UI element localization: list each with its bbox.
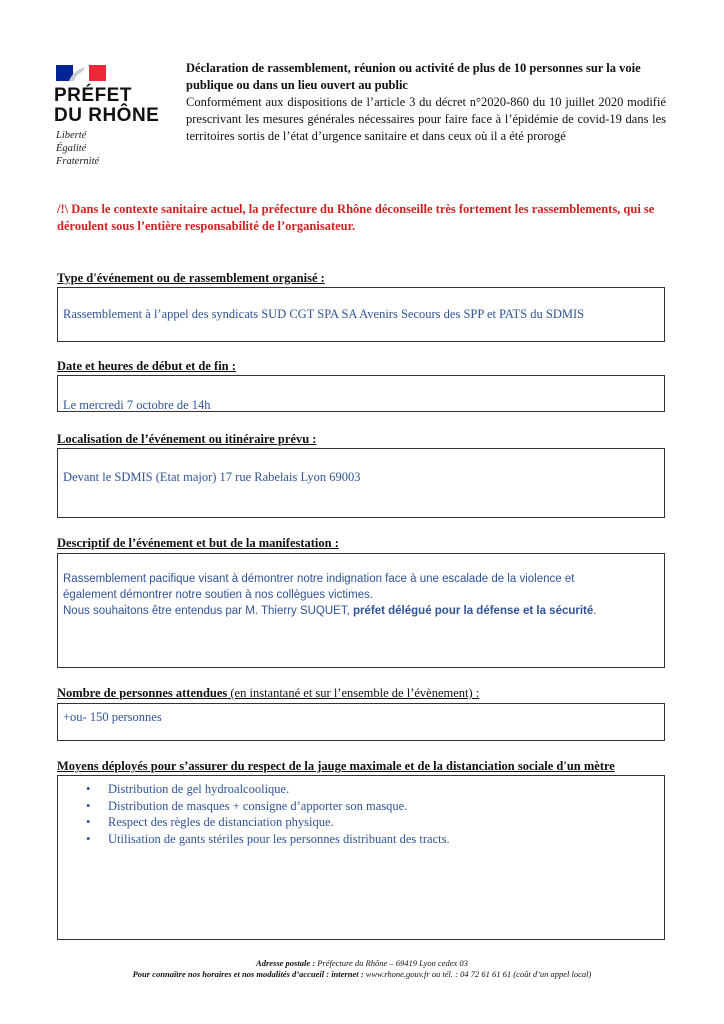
date-value: Le mercredi 7 octobre de 14h [63,398,211,412]
footer-contact [0,969,724,980]
means-list [86,781,450,847]
date-field[interactable] [57,375,665,412]
date-label: Date et heures de début et de fin : [57,359,236,373]
motto-egalite: Égalité [56,143,87,154]
declaration-description: Conformément aux dispositions de l’article 3 du décret n°2020-860 du 10 juillet 2020 modifié prescrivant les mesures générales nécessaires pour faire face à l’épidémie de covid-19 dans les territoires sortis de l’état d’urgence sanitaire et dans ceux où il a été prorogé [186,95,666,143]
means-item-gloves: • Utilisation de gants stériles pour les personnes distribuant des tracts. [86,831,450,848]
description-line-1: Rassemblement pacifique visant à démontrer notre indignation face à une escalade de la violence et [63,573,575,585]
logo-text-du-rhone: DU RHÔNE [54,105,160,126]
description-line-3-end: . [593,605,597,617]
means-label: Moyens déployés pour s’assurer du respect de la jauge maximale et de la distanciation sociale d'un mètre [57,759,615,773]
means-item-gel: • Distribution de gel hydroalcoolique. [86,781,450,798]
location-label: Localisation de l’événement ou itinéraire prévu : [57,432,317,446]
attendees-field[interactable] [57,703,665,741]
motto-fraternite: Fraternité [56,156,100,167]
location-field[interactable] [57,448,665,518]
footer-postal-label: Adresse postale : [256,958,316,968]
marianne-flag-icon [56,63,106,83]
footer-contact-text: www.rhone.gouv.fr ou tél. : 04 72 61 61 61 (coût d’un appel local) [363,969,592,979]
means-item-masks: • Distribution de masques + consigne d’apporter son masque. [86,798,450,815]
description-label: Descriptif de l’événement et but de la manifestation : [57,536,339,550]
description-field[interactable] [57,553,665,668]
description-line-3 [63,603,597,619]
means-item-distancing: • Respect des règles de distanciation physique. [86,814,450,831]
declaration-title: Déclaration de rassemblement, réunion ou activité de plus de 10 personnes sur la voie publique ou dans un lieu ouvert au public [186,61,641,92]
means-field[interactable] [57,775,665,940]
attendees-label-bold: Nombre de personnes attendues [57,686,228,700]
footer-contact-label: Pour connaître nos horaires et nos modalités d’accueil : internet : [132,969,364,979]
location-value: Devant le SDMIS (Etat major) 17 rue Rabelais Lyon 69003 [63,470,361,484]
attendees-value: +ou- 150 personnes [63,710,162,724]
type-value: Rassemblement à l’appel des syndicats SUD CGT SPA SA Avenirs Secours des SPP et PATS du SDMIS [63,307,585,321]
attendees-label-suffix: (en instantané et sur l’ensemble de l’évènement) : [227,686,480,700]
attendees-label [57,686,479,701]
footer-postal-address [0,958,724,969]
type-field[interactable] [57,287,665,342]
logo-text-prefet: PRÉFET [54,85,132,106]
description-line-3-text: Nous souhaitons être entendus par M. Thierry SUQUET, [63,605,353,617]
footer-postal-text: Préfecture du Rhône – 69419 Lyon cedex 03 [315,958,468,968]
motto-liberte: Liberté [56,130,87,141]
flag-red-band [89,65,106,81]
description-line-2: également démontrer notre soutien à nos collègues victimes. [63,589,374,601]
type-label: Type d'événement ou de rassemblement organisé : [57,271,325,285]
sanitary-warning: /!\ Dans le contexte sanitaire actuel, la préfecture du Rhône déconseille très fortement les rassemblements, qui se déroulent sous l’entière responsabilité de l’organisateur. [57,202,655,233]
description-line-3-bold: préfet délégué pour la défense et la sécurité [352,605,594,617]
